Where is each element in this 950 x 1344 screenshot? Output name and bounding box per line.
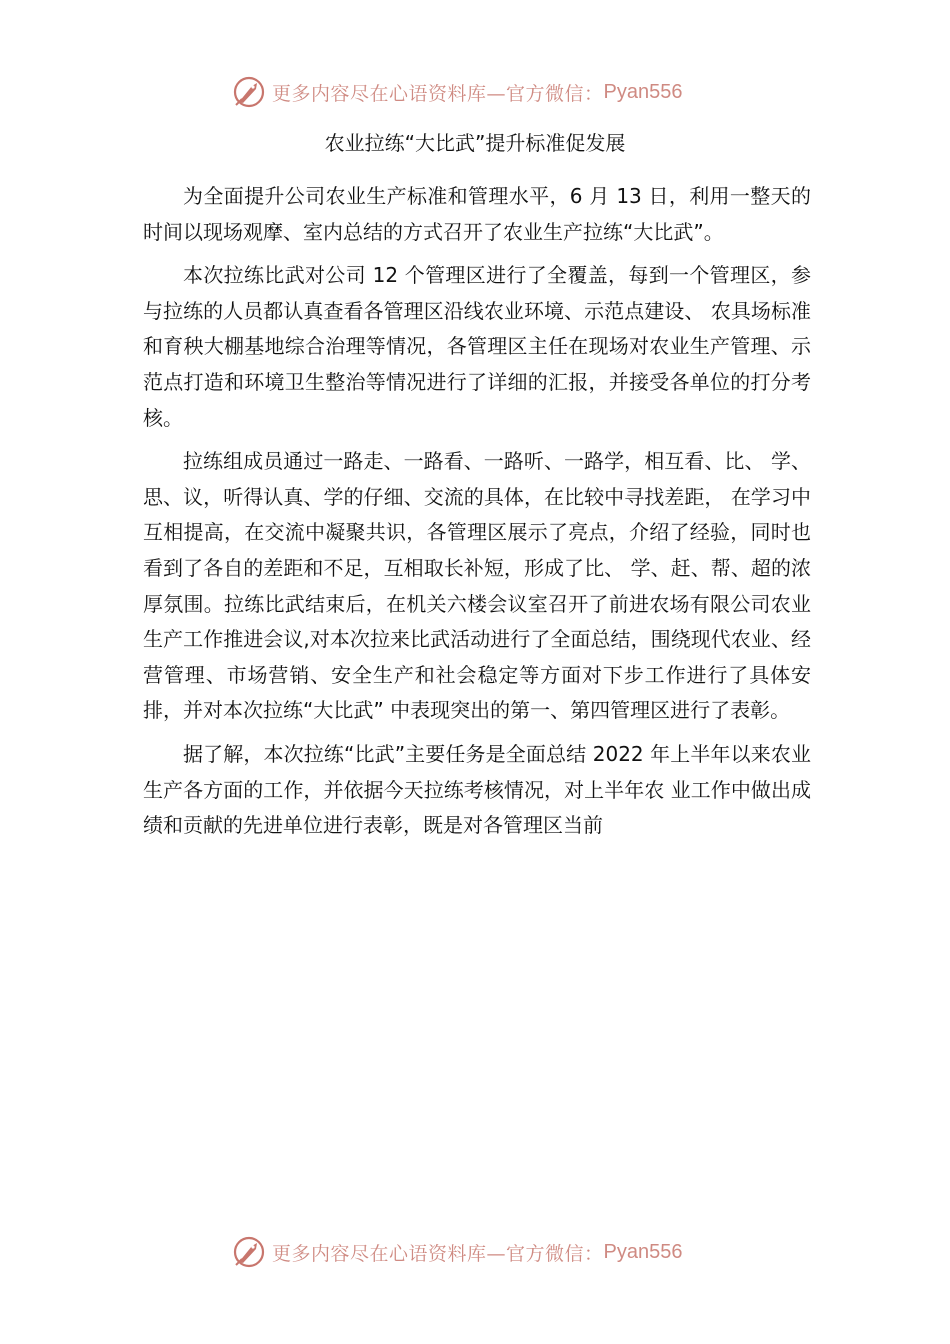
paragraph: 拉练组成员通过一路走、一路看、一路听、一路学，相互看、比、 学、思、议，听得认真、学的仔细、交流的具体，在比较中寻找差距， 在学习中互相提高，在交流中凝聚共识，各管理区展示了亮点，介绍了经验，同时也看到了各自的差距和不足，互相取长补短，形成了比、 学、赶、帮、超的浓厚氛围。拉练比武结束后，在机关六楼会议室召开了前进农场有限公司农业生产工作推进会议,对本次拉来比武活动进行了全面总结，围绕现代农业、经营管理、市场营销、安全生产和社会稳定等方面对下步工作进行了具体安排，并对本次拉练“大比武” 中表现突出的第一、第四管理区进行了表彰。	[143, 449, 811, 723]
document-title: 农业拉练“大比武”提升标准促发展	[324, 131, 626, 155]
watermark-text: 更多内容尽在心语资料库—官方微信：	[272, 82, 604, 105]
header-watermark	[232, 74, 682, 110]
pen-nib-logo-icon	[232, 75, 266, 109]
footer-watermark	[232, 1234, 682, 1270]
watermark-wechat-id: Pyan556	[603, 80, 683, 103]
watermark-wechat-id: Pyan556	[603, 1240, 683, 1263]
pen-nib-logo-icon	[232, 1235, 266, 1269]
paragraph: 为全面提升公司农业生产标准和管理水平，6 月 13 日，利用一整天的时间以现场观摩、室内总结的方式召开了农业生产拉练“大比武”。	[143, 184, 811, 244]
paragraph: 本次拉练比武对公司 12 个管理区进行了全覆盖，每到一个管理区，参与拉练的人员都认真查看各管理区沿线农业环境、示范点建设、 农具场标准和育秧大棚基地综合治理等情况，各管理区主任在现场对农业生产管理、示范点打造和环境卫生整治等情况进行了详细的汇报，并接受各单位的打分考核。	[143, 263, 811, 430]
paragraph: 据了解，本次拉练“比武”主要任务是全面总结 2022 年上半年以来农业生产各方面的工作，并依据今天拉练考核情况，对上半年农 业工作中做出成绩和贡献的先进单位进行表彰，既是对各管理区当前	[143, 741, 811, 838]
document-body	[143, 179, 811, 852]
watermark-text: 更多内容尽在心语资料库—官方微信：	[272, 1242, 604, 1265]
